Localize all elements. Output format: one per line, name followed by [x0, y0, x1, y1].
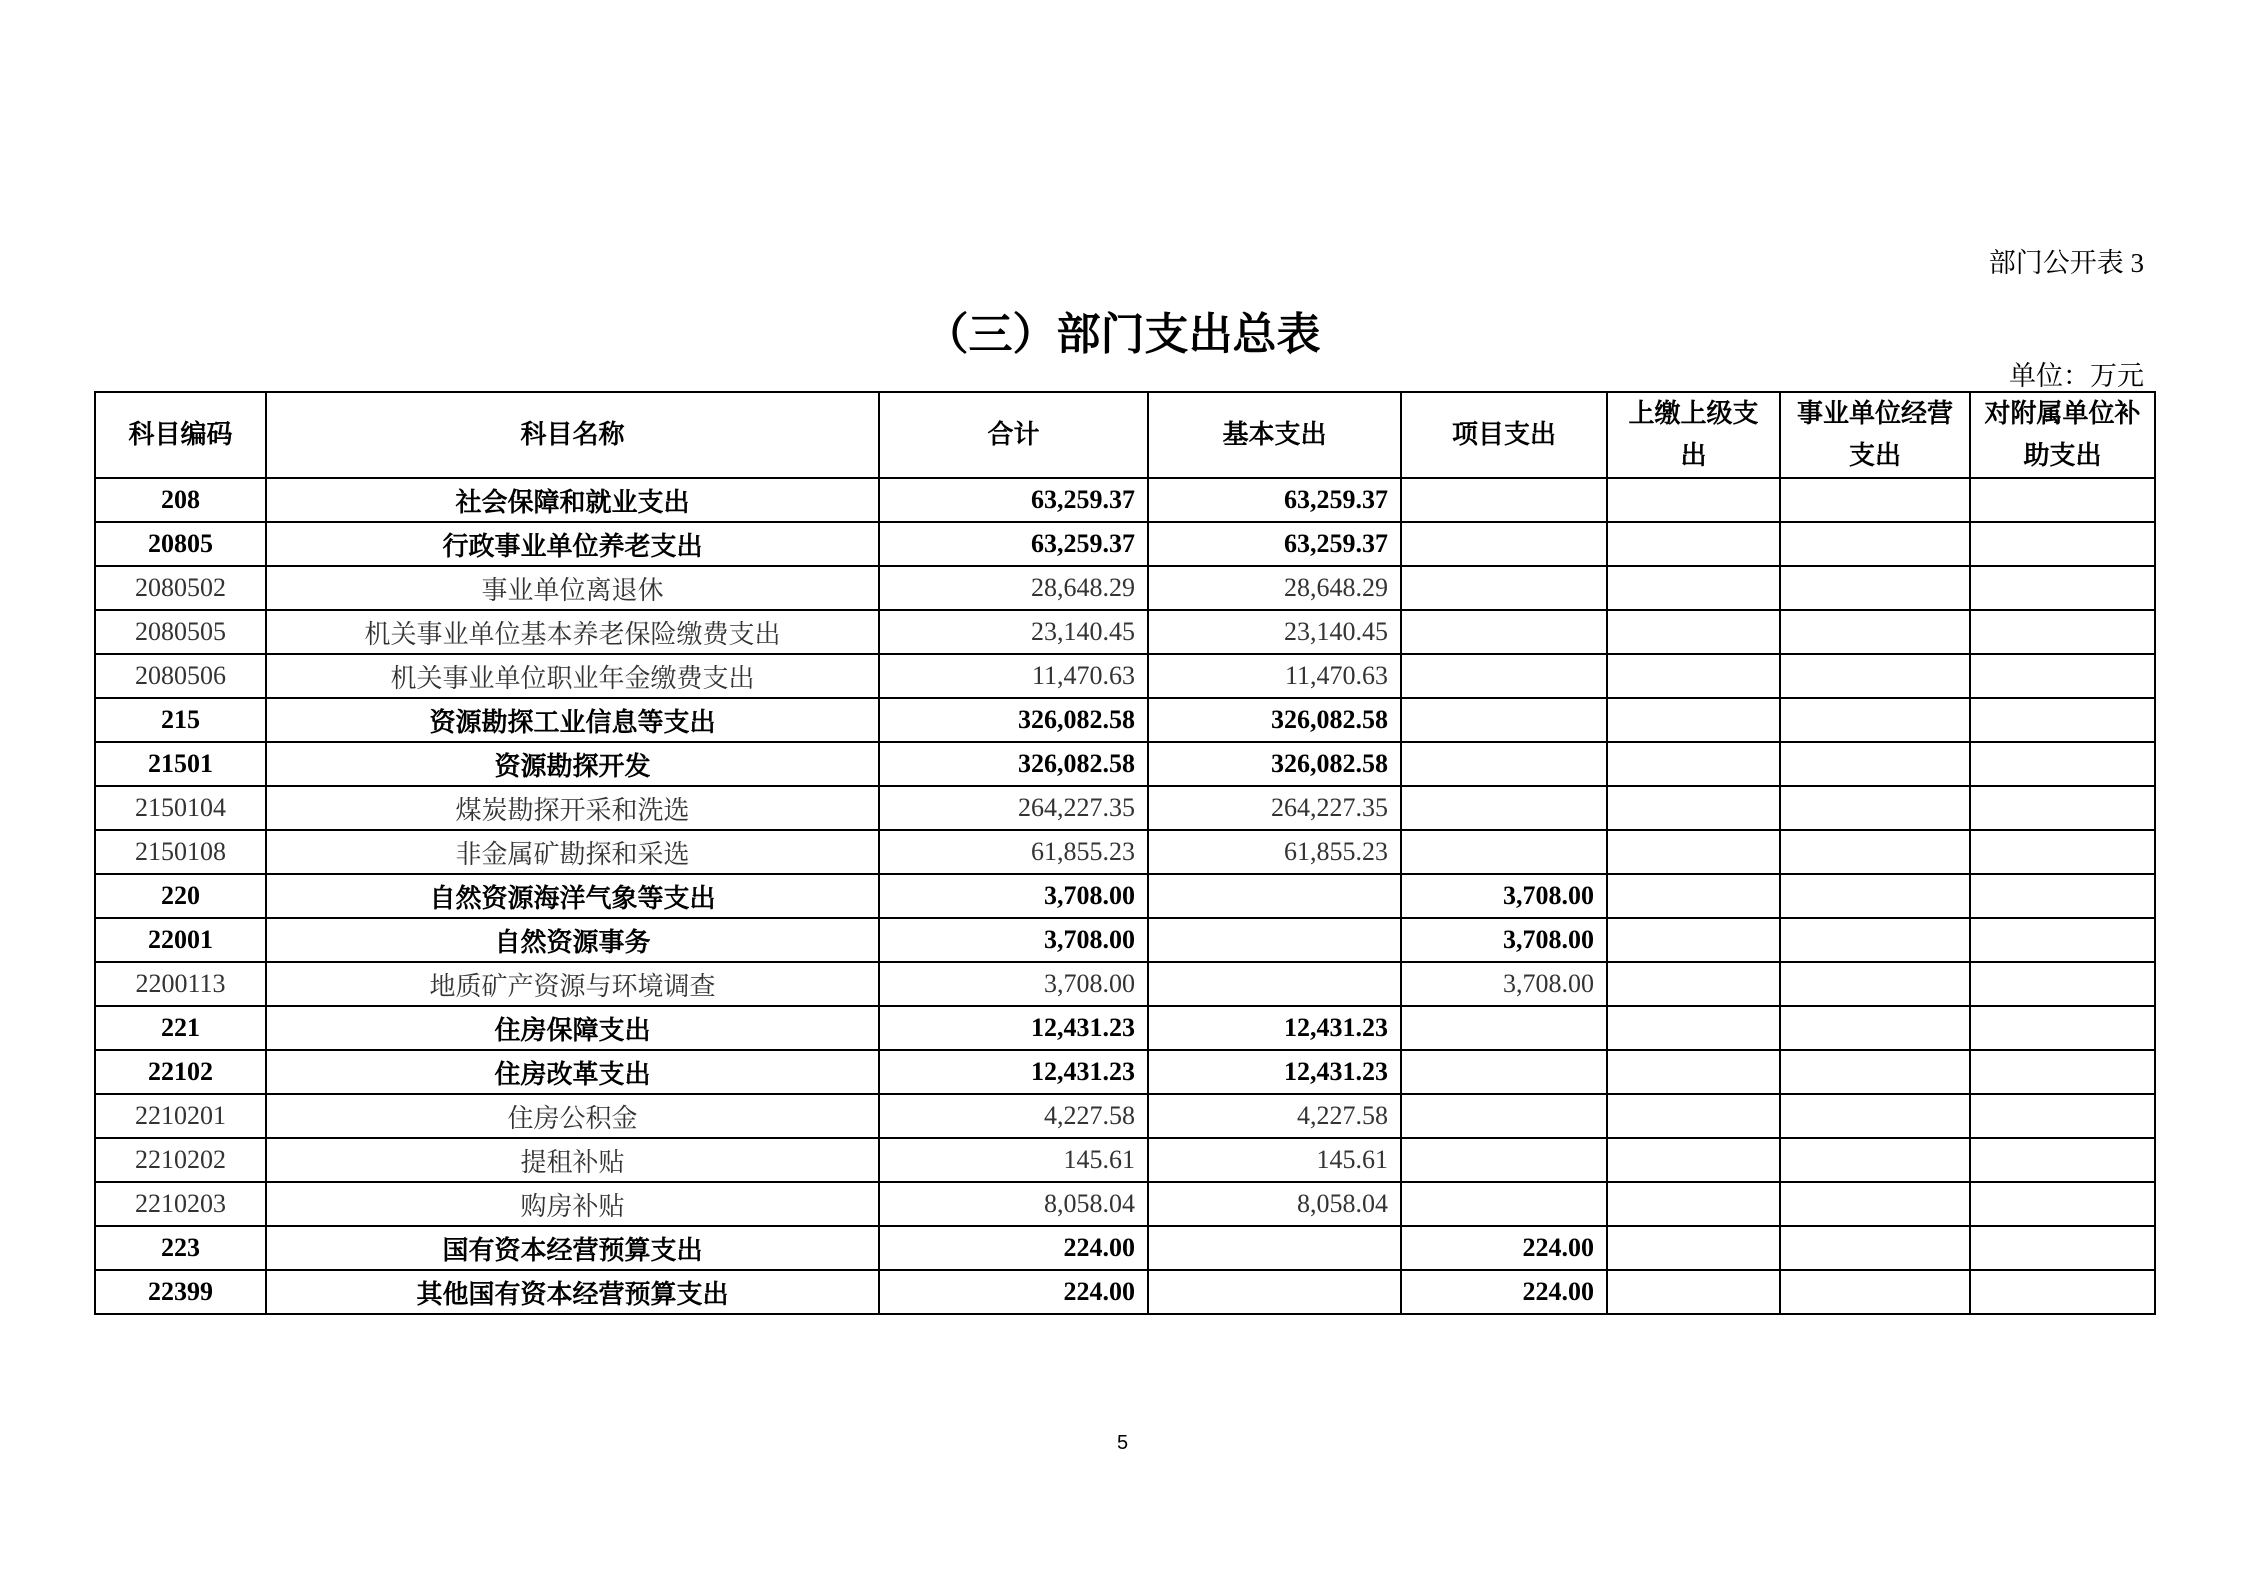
table-row [95, 522, 2155, 566]
cell-subsidy [1970, 698, 2155, 742]
cell-subsidy [1970, 610, 2155, 654]
page-title: （三）部门支出总表 [924, 309, 1321, 360]
cell-name: 机关事业单位基本养老保险缴费支出 [266, 610, 879, 654]
cell-total: 63,259.37 [879, 522, 1148, 566]
cell-name: 住房保障支出 [266, 1006, 879, 1050]
cell-operating [1780, 1226, 1970, 1270]
cell-operating [1780, 698, 1970, 742]
cell-subsidy [1970, 1270, 2155, 1314]
cell-remit [1607, 918, 1780, 962]
table-row [95, 830, 2155, 874]
cell-project [1401, 610, 1607, 654]
cell-subsidy [1970, 742, 2155, 786]
cell-subsidy [1970, 566, 2155, 610]
cell-total: 264,227.35 [879, 786, 1148, 830]
cell-operating [1780, 918, 1970, 962]
cell-name: 资源勘探开发 [266, 742, 879, 786]
cell-subsidy [1970, 1006, 2155, 1050]
cell-basic: 145.61 [1148, 1138, 1401, 1182]
cell-project: 3,708.00 [1401, 918, 1607, 962]
cell-basic: 63,259.37 [1148, 478, 1401, 522]
cell-name: 自然资源事务 [266, 918, 879, 962]
cell-remit [1607, 1094, 1780, 1138]
cell-subsidy [1970, 654, 2155, 698]
table-row [95, 1138, 2155, 1182]
cell-code: 2210201 [95, 1094, 266, 1138]
table-row [95, 1182, 2155, 1226]
cell-code: 208 [95, 478, 266, 522]
cell-name: 地质矿产资源与环境调查 [266, 962, 879, 1006]
table-row [95, 566, 2155, 610]
cell-operating [1780, 1270, 1970, 1314]
cell-code: 2150108 [95, 830, 266, 874]
cell-project [1401, 1182, 1607, 1226]
cell-total: 8,058.04 [879, 1182, 1148, 1226]
cell-project [1401, 1138, 1607, 1182]
cell-name: 事业单位离退休 [266, 566, 879, 610]
unit-label: 单位：万元 [2009, 361, 2144, 391]
cell-basic: 264,227.35 [1148, 786, 1401, 830]
header-subsidy: 对附属单位补助支出 [1970, 392, 2155, 478]
cell-remit [1607, 1138, 1780, 1182]
cell-total: 11,470.63 [879, 654, 1148, 698]
cell-project [1401, 698, 1607, 742]
cell-subsidy [1970, 1050, 2155, 1094]
cell-total: 61,855.23 [879, 830, 1148, 874]
cell-code: 2080506 [95, 654, 266, 698]
cell-operating [1780, 1182, 1970, 1226]
cell-basic: 12,431.23 [1148, 1050, 1401, 1094]
cell-basic [1148, 874, 1401, 918]
cell-basic [1148, 1226, 1401, 1270]
cell-remit [1607, 830, 1780, 874]
cell-name: 住房改革支出 [266, 1050, 879, 1094]
cell-basic: 63,259.37 [1148, 522, 1401, 566]
table-row [95, 478, 2155, 522]
cell-code: 223 [95, 1226, 266, 1270]
cell-subsidy [1970, 522, 2155, 566]
cell-operating [1780, 786, 1970, 830]
cell-project [1401, 522, 1607, 566]
cell-total: 326,082.58 [879, 742, 1148, 786]
table-row [95, 610, 2155, 654]
table-row [95, 1226, 2155, 1270]
cell-total: 12,431.23 [879, 1006, 1148, 1050]
cell-name: 自然资源海洋气象等支出 [266, 874, 879, 918]
cell-remit [1607, 522, 1780, 566]
cell-code: 2210202 [95, 1138, 266, 1182]
cell-name: 住房公积金 [266, 1094, 879, 1138]
header-total: 合计 [879, 392, 1148, 478]
cell-operating [1780, 478, 1970, 522]
cell-total: 28,648.29 [879, 566, 1148, 610]
cell-project: 3,708.00 [1401, 874, 1607, 918]
table-row [95, 1050, 2155, 1094]
cell-code: 20805 [95, 522, 266, 566]
header-remit: 上缴上级支出 [1607, 392, 1780, 478]
cell-operating [1780, 654, 1970, 698]
cell-basic: 326,082.58 [1148, 742, 1401, 786]
cell-code: 22001 [95, 918, 266, 962]
cell-project: 224.00 [1401, 1226, 1607, 1270]
cell-code: 22102 [95, 1050, 266, 1094]
cell-operating [1780, 742, 1970, 786]
cell-subsidy [1970, 830, 2155, 874]
cell-basic: 61,855.23 [1148, 830, 1401, 874]
table-row [95, 962, 2155, 1006]
table-row [95, 654, 2155, 698]
cell-basic: 11,470.63 [1148, 654, 1401, 698]
cell-remit [1607, 698, 1780, 742]
cell-project: 224.00 [1401, 1270, 1607, 1314]
cell-subsidy [1970, 1226, 2155, 1270]
cell-project [1401, 566, 1607, 610]
cell-total: 23,140.45 [879, 610, 1148, 654]
form-number: 部门公开表 3 [1988, 248, 2144, 278]
table-row [95, 1094, 2155, 1138]
cell-project [1401, 654, 1607, 698]
cell-code: 215 [95, 698, 266, 742]
table-row [95, 1006, 2155, 1050]
cell-operating [1780, 962, 1970, 1006]
cell-basic: 4,227.58 [1148, 1094, 1401, 1138]
cell-code: 2210203 [95, 1182, 266, 1226]
cell-remit [1607, 1226, 1780, 1270]
table-row [95, 742, 2155, 786]
expenditure-table [94, 391, 2156, 1315]
cell-code: 2150104 [95, 786, 266, 830]
cell-project: 3,708.00 [1401, 962, 1607, 1006]
cell-name: 非金属矿勘探和采选 [266, 830, 879, 874]
cell-operating [1780, 1138, 1970, 1182]
cell-subsidy [1970, 962, 2155, 1006]
cell-basic [1148, 962, 1401, 1006]
cell-subsidy [1970, 478, 2155, 522]
cell-total: 326,082.58 [879, 698, 1148, 742]
cell-operating [1780, 566, 1970, 610]
cell-basic: 326,082.58 [1148, 698, 1401, 742]
cell-operating [1780, 1050, 1970, 1094]
table-header-row [95, 392, 2155, 478]
header-basic: 基本支出 [1148, 392, 1401, 478]
cell-operating [1780, 1094, 1970, 1138]
cell-total: 224.00 [879, 1226, 1148, 1270]
table-row [95, 918, 2155, 962]
cell-basic: 12,431.23 [1148, 1006, 1401, 1050]
cell-project [1401, 1050, 1607, 1094]
header-operating: 事业单位经营支出 [1780, 392, 1970, 478]
cell-subsidy [1970, 918, 2155, 962]
cell-operating [1780, 830, 1970, 874]
header-code: 科目编码 [95, 392, 266, 478]
header-name: 科目名称 [266, 392, 879, 478]
cell-operating [1780, 1006, 1970, 1050]
cell-subsidy [1970, 1182, 2155, 1226]
cell-operating [1780, 610, 1970, 654]
cell-total: 3,708.00 [879, 918, 1148, 962]
table-row [95, 874, 2155, 918]
cell-name: 社会保障和就业支出 [266, 478, 879, 522]
cell-project [1401, 1006, 1607, 1050]
table-row [95, 1270, 2155, 1314]
cell-remit [1607, 962, 1780, 1006]
cell-remit [1607, 478, 1780, 522]
cell-remit [1607, 1050, 1780, 1094]
cell-name: 提租补贴 [266, 1138, 879, 1182]
cell-name: 购房补贴 [266, 1182, 879, 1226]
cell-project [1401, 830, 1607, 874]
cell-total: 63,259.37 [879, 478, 1148, 522]
cell-subsidy [1970, 1094, 2155, 1138]
cell-basic: 23,140.45 [1148, 610, 1401, 654]
cell-remit [1607, 1006, 1780, 1050]
cell-code: 2200113 [95, 962, 266, 1006]
cell-name: 煤炭勘探开采和洗选 [266, 786, 879, 830]
cell-remit [1607, 786, 1780, 830]
cell-remit [1607, 610, 1780, 654]
cell-total: 12,431.23 [879, 1050, 1148, 1094]
header-project: 项目支出 [1401, 392, 1607, 478]
cell-name: 资源勘探工业信息等支出 [266, 698, 879, 742]
cell-total: 224.00 [879, 1270, 1148, 1314]
cell-project [1401, 742, 1607, 786]
cell-remit [1607, 566, 1780, 610]
cell-remit [1607, 1182, 1780, 1226]
cell-code: 221 [95, 1006, 266, 1050]
cell-name: 国有资本经营预算支出 [266, 1226, 879, 1270]
cell-name: 其他国有资本经营预算支出 [266, 1270, 879, 1314]
page-number: 5 [1116, 1432, 1129, 1454]
cell-subsidy [1970, 1138, 2155, 1182]
cell-basic [1148, 1270, 1401, 1314]
cell-name: 行政事业单位养老支出 [266, 522, 879, 566]
cell-total: 3,708.00 [879, 962, 1148, 1006]
cell-total: 145.61 [879, 1138, 1148, 1182]
cell-remit [1607, 1270, 1780, 1314]
cell-code: 2080505 [95, 610, 266, 654]
cell-code: 22399 [95, 1270, 266, 1314]
cell-subsidy [1970, 874, 2155, 918]
cell-operating [1780, 522, 1970, 566]
cell-remit [1607, 654, 1780, 698]
cell-operating [1780, 874, 1970, 918]
cell-subsidy [1970, 786, 2155, 830]
cell-basic: 8,058.04 [1148, 1182, 1401, 1226]
cell-name: 机关事业单位职业年金缴费支出 [266, 654, 879, 698]
cell-project [1401, 786, 1607, 830]
cell-project [1401, 1094, 1607, 1138]
table-row [95, 786, 2155, 830]
cell-basic [1148, 918, 1401, 962]
cell-code: 2080502 [95, 566, 266, 610]
cell-total: 3,708.00 [879, 874, 1148, 918]
cell-code: 220 [95, 874, 266, 918]
cell-remit [1607, 874, 1780, 918]
cell-basic: 28,648.29 [1148, 566, 1401, 610]
cell-project [1401, 478, 1607, 522]
cell-total: 4,227.58 [879, 1094, 1148, 1138]
cell-code: 21501 [95, 742, 266, 786]
cell-remit [1607, 742, 1780, 786]
table-row [95, 698, 2155, 742]
